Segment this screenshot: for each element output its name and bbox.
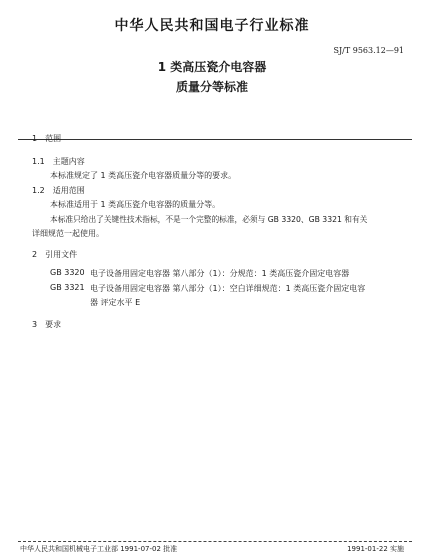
section-1-2-heading: 1.2 适用范围 bbox=[32, 186, 85, 195]
approval-info: 中华人民共和国机械电子工业部 1991-07-02 批准 bbox=[20, 545, 178, 553]
section-1-2-note-line1: 本标准只给出了关键性技术指标，不是一个完整的标准，必须与 GB 3320、GB 3321 和有关 bbox=[50, 215, 368, 224]
reference-1-text: 电子设备用固定电容器 第八部分（1）：分规范：1 类高压瓷介固定电容器 bbox=[90, 269, 350, 278]
top-divider bbox=[18, 139, 412, 140]
section-3-heading: 3 要求 bbox=[32, 320, 62, 329]
section-1-2-note-line2: 详细规范一起使用。 bbox=[32, 229, 104, 238]
section-1-2-text: 本标准适用于 1 类高压瓷介电容器的质量分等。 bbox=[50, 200, 221, 209]
reference-2-text-line2: 器 评定水平 E bbox=[90, 298, 141, 307]
section-2-heading: 2 引用文件 bbox=[32, 250, 78, 259]
section-1-1-heading: 1.1 主题内容 bbox=[32, 157, 85, 166]
reference-2-code: GB 3321 bbox=[50, 283, 85, 292]
reference-2-text-line1: 电子设备用固定电容器 第八部分（1）：空白详细规范：1 类高压瓷介固定电容 bbox=[90, 284, 366, 293]
section-1-heading: 1 范围 bbox=[32, 134, 62, 143]
standard-code: SJ/T 9563.12—91 bbox=[333, 46, 404, 55]
document-title: 1 类高压瓷介电容器 bbox=[157, 60, 267, 74]
issuing-organization: 中华人民共和国电子行业标准 bbox=[114, 18, 310, 34]
reference-1-code: GB 3320 bbox=[50, 268, 85, 277]
document-subtitle: 质量分等标准 bbox=[175, 80, 248, 94]
implementation-date: 1991-01-22 实施 bbox=[347, 545, 404, 553]
section-1-1-text: 本标准规定了 1 类高压瓷介电容器质量分等的要求。 bbox=[50, 171, 237, 180]
footer-divider bbox=[18, 541, 412, 542]
